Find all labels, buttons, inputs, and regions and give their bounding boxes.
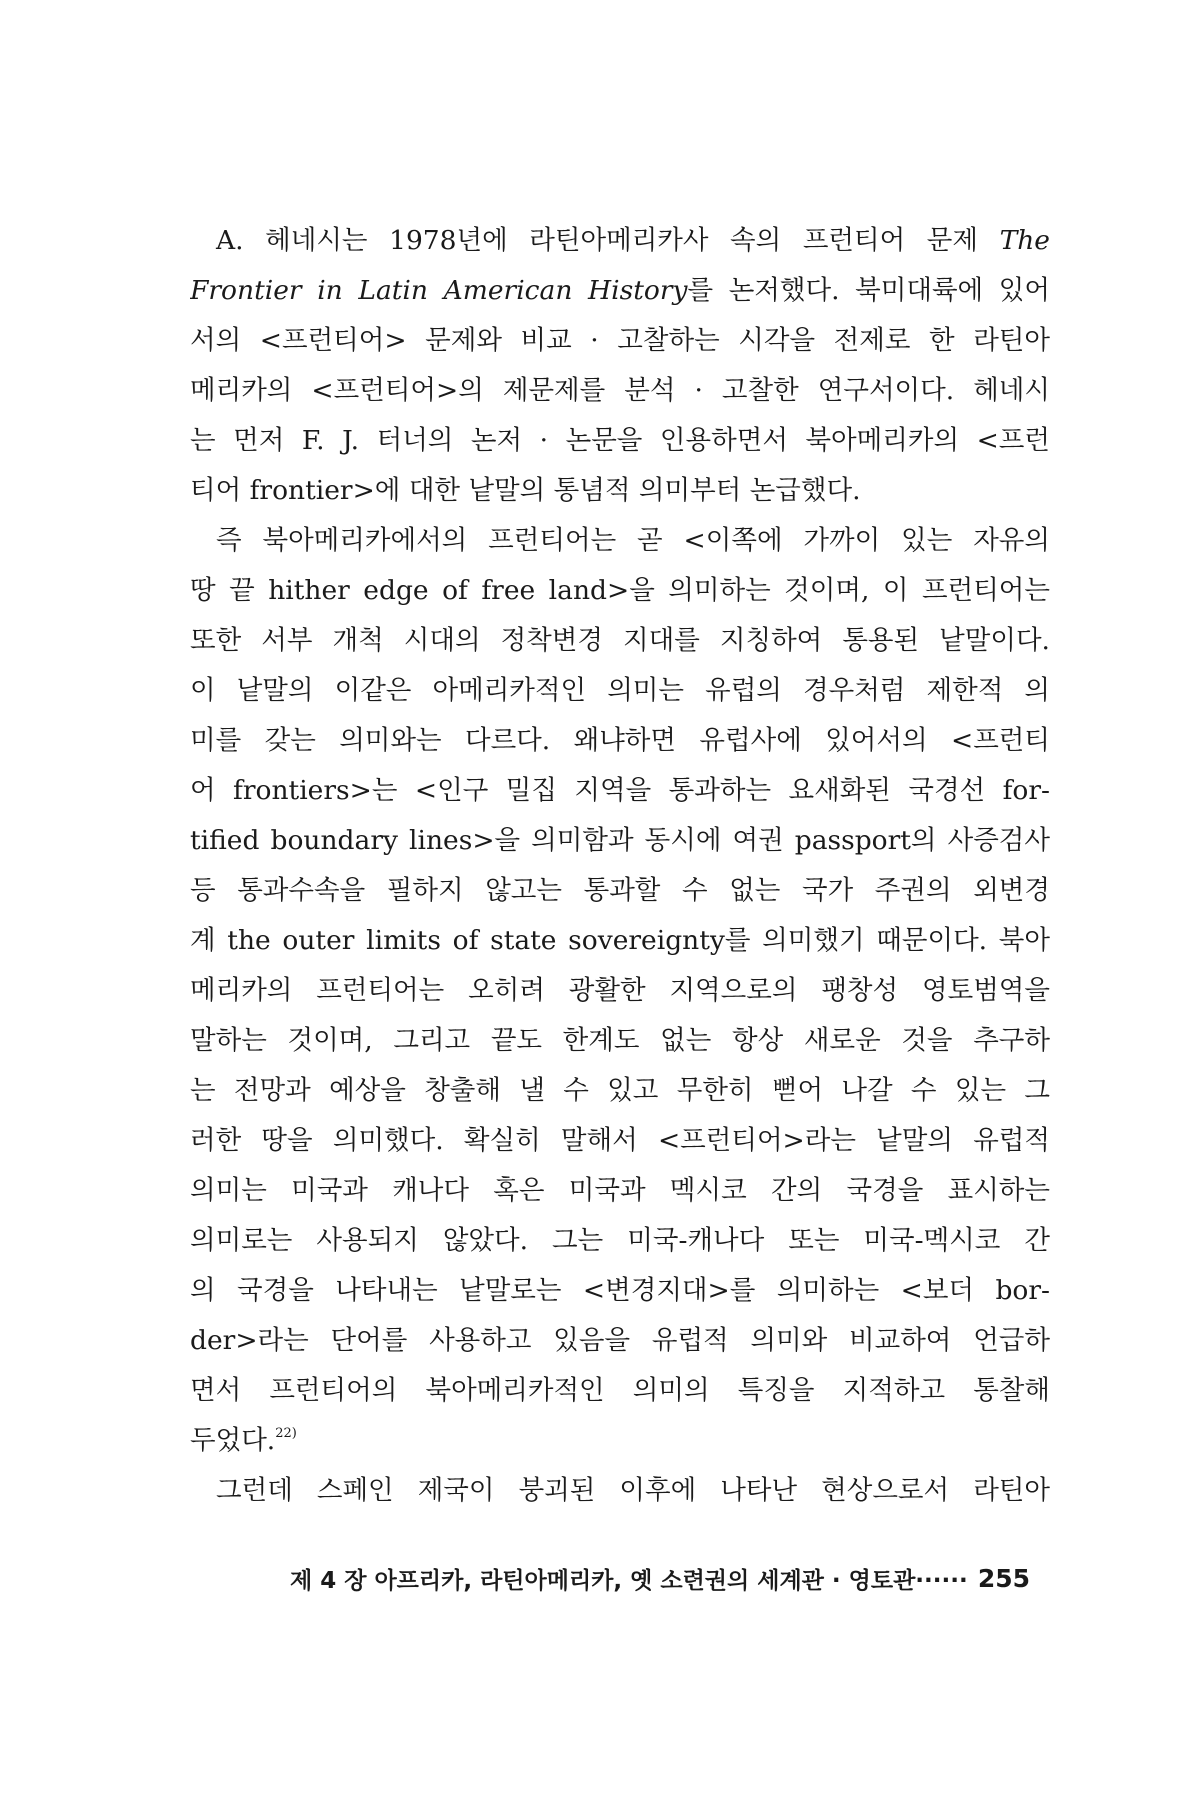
italic-title: Frontier in Latin American History <box>190 275 688 306</box>
text-line: 즉 북아메리카에서의 프런티어는 곧 <이쪽에 가까이 있는 자유의 <box>216 525 1050 556</box>
text-line: 또한 서부 개척 시대의 정착변경 지대를 지칭하여 통용된 낱말이다. <box>190 625 1050 656</box>
text-line: 등 통과수속을 필하지 않고는 통과할 수 없는 국가 주권의 외변경 <box>190 875 1050 906</box>
text-line: 메리카의 프런티어는 오히려 광활한 지역으로의 팽창성 영토범역을 <box>190 975 1050 1006</box>
text-segment: A. 헤네시는 1978년에 라틴아메리카사 속의 프런티어 문제 <box>216 225 978 256</box>
text-line: 면서 프런티어의 북아메리카적인 의미의 특징을 지적하고 통찰해 <box>190 1375 1050 1406</box>
text-line: 말하는 것이며, 그리고 끝도 한계도 없는 항상 새로운 것을 추구하 <box>190 1025 1050 1056</box>
text-segment: 두었다. <box>190 1425 276 1456</box>
text-line: 서의 <프런티어> 문제와 비교 · 고찰하는 시각을 전제로 한 라틴아 <box>190 325 1050 356</box>
text-segment: 를 논저했다. 북미대륙에 있어 <box>687 275 1050 306</box>
running-title: 제 4 장 아프리카, 라틴아메리카, 옛 소련권의 세계관 · 영토관······ <box>290 1567 968 1594</box>
page-number: 255 <box>977 1563 1030 1593</box>
body-text <box>190 216 1050 1516</box>
text-line: der>라는 단어를 사용하고 있음을 유럽적 의미와 비교하여 언급하 <box>190 1325 1050 1356</box>
text-line: 땅 끝 hither edge of free land>을 의미하는 것이며, 이 프런티어는 <box>190 575 1050 606</box>
text-line: 의미는 미국과 캐나다 혹은 미국과 멕시코 간의 국경을 표시하는 <box>190 1175 1050 1206</box>
text-line <box>190 266 1050 316</box>
text-line: 그런데 스페인 제국이 붕괴된 이후에 나타난 현상으로서 라틴아 <box>216 1475 1050 1506</box>
text-line: 미를 갖는 의미와는 다르다. 왜냐하면 유럽사에 있어서의 <프런티 <box>190 725 1050 756</box>
text-line <box>190 1416 1050 1466</box>
italic-title: The <box>999 225 1050 256</box>
text-line: 의미로는 사용되지 않았다. 그는 미국-캐나다 또는 미국-멕시코 간 <box>190 1225 1050 1256</box>
text-line: 는 먼저 F. J. 터너의 논저 · 논문을 인용하면서 북아메리카의 <프런 <box>190 425 1050 456</box>
text-line <box>190 216 1050 266</box>
text-line: 이 낱말의 이같은 아메리카적인 의미는 유럽의 경우처럼 제한적 의 <box>190 675 1050 706</box>
page-footer <box>290 1558 1030 1598</box>
text-line: 는 전망과 예상을 창출해 낼 수 있고 무한히 뻗어 나갈 수 있는 그 <box>190 1075 1050 1106</box>
text-line: 의 국경을 나타내는 낱말로는 <변경지대>를 의미하는 <보더 bor- <box>190 1275 1050 1306</box>
text-line: 계 the outer limits of state sovereignty를 의미했기 때문이다. 북아 <box>190 925 1050 956</box>
text-line: 어 frontiers>는 <인구 밀집 지역을 통과하는 요새화된 국경선 for- <box>190 775 1050 806</box>
text-line: 러한 땅을 의미했다. 확실히 말해서 <프런티어>라는 낱말의 유럽적 <box>190 1125 1050 1156</box>
text-line: 메리카의 <프런티어>의 제문제를 분석 · 고찰한 연구서이다. 헤네시 <box>190 375 1050 406</box>
footnote-marker[interactable]: 22) <box>275 1426 297 1441</box>
text-line: 티어 frontier>에 대한 낱말의 통념적 의미부터 논급했다. <box>190 475 861 506</box>
text-line: tified boundary lines>을 의미함과 동시에 여권 passport의 사증검사 <box>190 825 1050 856</box>
